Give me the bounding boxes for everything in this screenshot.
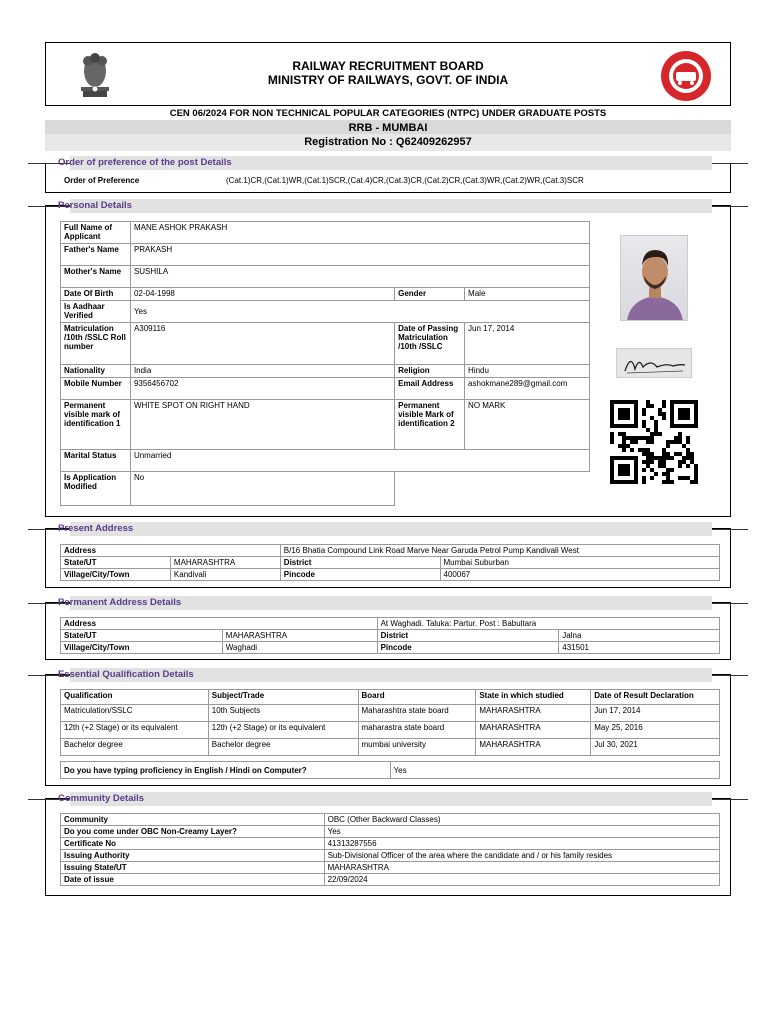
state-header: State in which studied <box>476 690 591 705</box>
permanent-address-section <box>45 597 731 660</box>
table-row: Do you come under OBC Non-Creamy Layer? Yes <box>61 826 720 838</box>
board-header: Board <box>358 690 476 705</box>
table-row: 12th (+2 Stage) or its equivalent 12th (+2 Stage) or its equivalent maharastra state board MAHARASHTRA May 25, 2016 <box>61 722 720 739</box>
community-table <box>60 813 720 886</box>
qualification-title: Essential Qualification Details <box>58 669 194 680</box>
present-address-table: Address B/16 Bhatia Compound Link Road Marve Near Garuda Petrol Pump Kandivali West State/UT MAHARASHTRA District Mumbai Suburban Village/City/Town Kandivali Pincode 400067 <box>60 544 720 581</box>
permanent-address-table: Address At Waghadi. Taluka: Partur. Post : Babultara State/UT MAHARASHTRA District Jalna Village/City/Town Waghadi Pincode 431501 <box>60 617 720 654</box>
personal-title: Personal Details <box>58 200 132 211</box>
registration-number: Registration No : Q62409262957 <box>45 134 731 151</box>
table-row: Matriculation/SSLC 10th Subjects Maharashtra state board MAHARASHTRA Jun 17, 2014 <box>61 705 720 722</box>
title-line-2: MINISTRY OF RAILWAYS, GOVT. OF INDIA <box>267 73 509 87</box>
table-row: Bachelor degree Bachelor degree mumbai university MAHARASHTRA Jul 30, 2021 <box>61 739 720 756</box>
qualification-table <box>60 689 720 756</box>
typing-label: Do you have typing proficiency in English / Hindi on Computer? <box>61 762 391 779</box>
rrb-name: RRB - MUMBAI <box>45 120 731 137</box>
cen-notice: CEN 06/2024 FOR NON TECHNICAL POPULAR CATEGORIES (NTPC) UNDER GRADUATE POSTS <box>169 108 607 119</box>
preference-title: Order of preference of the post Details <box>58 157 232 168</box>
section-header <box>28 668 748 682</box>
typing-value: Yes <box>390 762 719 779</box>
present-address-section <box>45 523 731 588</box>
applicant-photo-image <box>621 236 688 321</box>
document-header <box>45 42 731 106</box>
page-title <box>46 59 730 87</box>
applicant-signature <box>616 348 692 378</box>
title-line-1: RAILWAY RECRUITMENT BOARD <box>292 59 484 73</box>
present-address-title: Present Address <box>58 523 134 534</box>
section-header <box>28 199 748 213</box>
table-row: Date of issue 22/09/2024 <box>61 874 720 886</box>
applicant-photo <box>620 235 688 321</box>
qualification-header: Qualification <box>61 690 209 705</box>
result-date-header: Date of Result Declaration <box>591 690 720 705</box>
qr-code-icon <box>610 400 698 484</box>
preference-value: (Cat.1)CR,(Cat.1)WR,(Cat.1)SCR,(Cat.4)CR,(Cat.3)CR,(Cat.2)CR,(Cat.3)WR,(Cat.2)WR,(Cat.3)SCR <box>226 176 584 185</box>
table-row: Issuing Authority Sub-Divisional Officer of the area where the candidate and / or his family resides <box>61 850 720 862</box>
section-header <box>28 792 748 806</box>
personal-table: Full Name of Applicant MANE ASHOK PRAKASH Father's Name PRAKASH Mother's Name SUSHILA Date Of Birth 02-04-1998 Gender Male Is Aadhaar Verified Yes Matriculation /10th /SSLC Roll number A309116 Date of Passing Matriculation /10th /SSLC Jun 17, 2014 Nationality India Religion Hindu Mobile Number 9356456702 Email Address ashokmane289@gmail.com Permanent visible mark of identification 1 WHITE SPOT ON RIGHT HAND Permanent visible Mark of identification 2 NO MARK Marital Status Unmarried Is Application Modified No <box>60 221 590 506</box>
signature-icon <box>617 349 693 379</box>
indian-railways-logo-icon <box>660 50 712 102</box>
preference-section <box>45 157 731 193</box>
typing-table <box>60 761 720 779</box>
community-title: Community Details <box>58 793 145 804</box>
table-row: Certificate No 41313287556 <box>61 838 720 850</box>
table-row: Issuing State/UT MAHARASHTRA <box>61 862 720 874</box>
section-header <box>28 596 748 610</box>
table-row: Community OBC (Other Backward Classes) <box>61 814 720 826</box>
subject-header: Subject/Trade <box>208 690 358 705</box>
permanent-address-title: Permanent Address Details <box>58 597 182 608</box>
qualification-section <box>45 669 731 786</box>
section-header <box>28 156 748 170</box>
section-header <box>28 522 748 536</box>
community-section <box>45 793 731 896</box>
preference-label: Order of Preference <box>64 176 140 185</box>
